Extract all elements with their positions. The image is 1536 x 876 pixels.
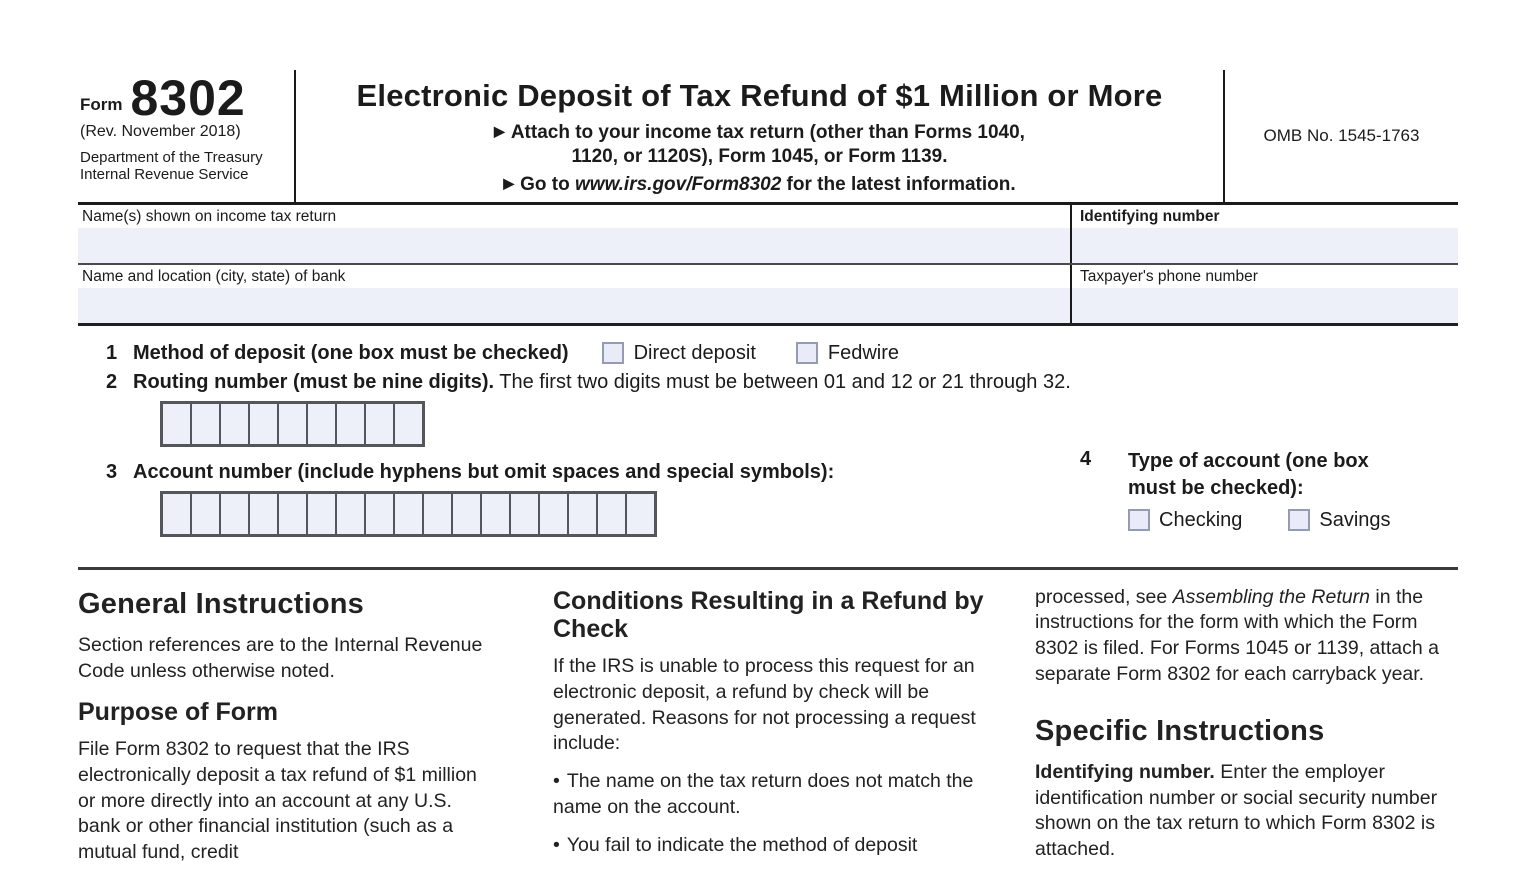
digit-box[interactable] [221, 494, 248, 534]
digit-box[interactable] [308, 494, 335, 534]
form-id-block [78, 70, 296, 202]
digit-box[interactable] [163, 494, 190, 534]
identifying-number-label: Identifying number [1080, 207, 1220, 225]
attach-instruction-line-1: Attach to your income tax return (other than Forms 1040, [510, 122, 1025, 143]
instructions-column-3 [1035, 585, 1458, 876]
form-word: Form [80, 95, 123, 114]
digit-box[interactable] [627, 494, 654, 534]
assembling-return-paragraph [1035, 585, 1458, 688]
line-2-routing-number [78, 371, 1458, 394]
bank-name-label: Name and location (city, state) of bank [82, 267, 346, 285]
phone-number-label: Taxpayer's phone number [1080, 267, 1258, 285]
digit-box[interactable] [540, 494, 567, 534]
form-header [78, 70, 1458, 205]
conditions-heading: Conditions Resulting in a Refund by Check [553, 586, 984, 644]
line-3-number: 3 [106, 460, 118, 483]
form-line-items [78, 326, 1458, 537]
assembling-italic-text: Assembling the Return [1172, 585, 1370, 608]
line-3-label: Account number (include hyphens but omit spaces and special symbols): [133, 460, 835, 483]
digit-box[interactable] [366, 404, 393, 444]
goto-prefix: Go to [520, 173, 576, 195]
line-2-label-bold: Routing number (must be nine digits). [133, 370, 495, 393]
digit-box[interactable] [424, 494, 451, 534]
line-1-number: 1 [106, 341, 118, 364]
digit-box[interactable] [482, 494, 509, 534]
digit-box[interactable] [163, 404, 190, 444]
form-number: 8302 [130, 70, 246, 126]
digit-box[interactable] [395, 494, 422, 534]
digit-box[interactable] [598, 494, 625, 534]
identifying-number-rest-text: Enter the employer identification number or social security number shown on the tax return to which Form 8302 is attached. [1035, 760, 1438, 861]
bank-name-input[interactable] [78, 288, 1070, 323]
condition-bullet-2-text: You fail to indicate the method of deposit [566, 833, 918, 856]
checking-checkbox[interactable] [1128, 509, 1150, 531]
bank-name-row [78, 265, 1458, 323]
digit-box[interactable] [221, 404, 248, 444]
bullet-icon: • [553, 770, 560, 793]
form-title-block [296, 70, 1225, 202]
digit-box[interactable] [366, 494, 393, 534]
condition-bullet-1 [553, 769, 1005, 820]
name-on-return-input[interactable] [78, 228, 1070, 263]
fedwire-label: Fedwire [827, 341, 900, 364]
identifying-number-bold-text: Identifying number. [1035, 760, 1215, 783]
digit-box[interactable] [395, 404, 422, 444]
checking-label: Checking [1159, 508, 1243, 531]
fedwire-checkbox[interactable] [796, 342, 818, 364]
goto-suffix: for the latest information. [781, 173, 1016, 195]
digit-box[interactable] [511, 494, 538, 534]
condition-bullet-1-text: The name on the tax return does not match the name on the account. [553, 770, 974, 818]
direct-deposit-checkbox[interactable] [602, 342, 624, 364]
digit-box[interactable] [453, 494, 480, 534]
digit-box[interactable] [279, 404, 306, 444]
digit-box[interactable] [337, 494, 364, 534]
arrow-icon: ▶ [503, 174, 515, 191]
omb-block [1225, 70, 1458, 202]
digit-box[interactable] [569, 494, 596, 534]
digit-box[interactable] [337, 404, 364, 444]
line-4-label: Type of account (one box must be checked): [1128, 449, 1369, 499]
routing-number-boxes [160, 401, 425, 447]
phone-number-input[interactable] [1072, 288, 1458, 323]
identifying-number-input[interactable] [1072, 228, 1458, 263]
digit-box[interactable] [308, 404, 335, 444]
conditions-paragraph: If the IRS is unable to process this request for an electronic deposit, a refund by check will be generated. Reasons for not processing a request include: [553, 655, 976, 755]
arrow-icon: ▶ [494, 123, 505, 139]
savings-checkbox[interactable] [1288, 509, 1310, 531]
bullet-icon: • [553, 833, 560, 856]
form-title: Electronic Deposit of Tax Refund of $1 Million or More [356, 78, 1163, 113]
digit-box[interactable] [192, 494, 219, 534]
agency-line-2: Internal Revenue Service [80, 166, 249, 184]
purpose-of-form-heading: Purpose of Form [78, 698, 279, 727]
digit-box[interactable] [279, 494, 306, 534]
taxpayer-name-row [78, 205, 1458, 263]
form-8302-page [78, 70, 1458, 876]
purpose-of-form-paragraph: File Form 8302 to request that the IRS electronically deposit a tax refund of $1 million or more directly into an account at any U.S. bank or other financial institution (such as a mutual fund, credit [78, 738, 477, 864]
instructions-section [78, 585, 1458, 876]
line-2-label-rest: The first two digits must be between 01 and 12 or 21 through 32. [494, 370, 1071, 393]
direct-deposit-label: Direct deposit [633, 341, 756, 364]
assembling-pre-text: processed, see [1035, 585, 1173, 608]
general-instructions-heading: General Instructions [78, 587, 365, 620]
irs-url-text: www.irs.gov/Form8302 [575, 173, 782, 195]
agency-line-1: Department of the Treasury [80, 149, 263, 166]
instructions-column-2 [553, 585, 1005, 876]
digit-box[interactable] [250, 404, 277, 444]
savings-label: Savings [1319, 508, 1391, 531]
section-references-paragraph: Section references are to the Internal Revenue Code unless otherwise noted. [78, 633, 483, 682]
name-on-return-label: Name(s) shown on income tax return [82, 207, 337, 225]
line-2-number: 2 [106, 370, 118, 393]
line-4-number: 4 [1080, 447, 1092, 470]
assembling-post-text: in the instructions for the form with which the Form 8302 is filed. For Forms 1045 or 1139, attach a separate Form 8302 for each carryback year. [1035, 585, 1439, 685]
line-1-method-of-deposit [78, 342, 1458, 365]
attach-instruction-line-2: 1120, or 1120S), Form 1045, or Form 1139. [571, 146, 948, 168]
condition-bullet-2 [553, 833, 1005, 859]
specific-instructions-heading: Specific Instructions [1035, 714, 1325, 747]
account-number-boxes [160, 491, 657, 537]
instructions-column-1 [78, 585, 490, 876]
line-1-label: Method of deposit (one box must be checked) [133, 341, 569, 364]
form-revision: (Rev. November 2018) [80, 123, 241, 140]
digit-box[interactable] [192, 404, 219, 444]
instructions-divider [78, 567, 1458, 570]
line-4-type-of-account [1080, 448, 1430, 532]
digit-box[interactable] [250, 494, 277, 534]
omb-number: OMB No. 1545-1763 [1263, 125, 1420, 145]
identifying-number-paragraph [1035, 760, 1458, 863]
